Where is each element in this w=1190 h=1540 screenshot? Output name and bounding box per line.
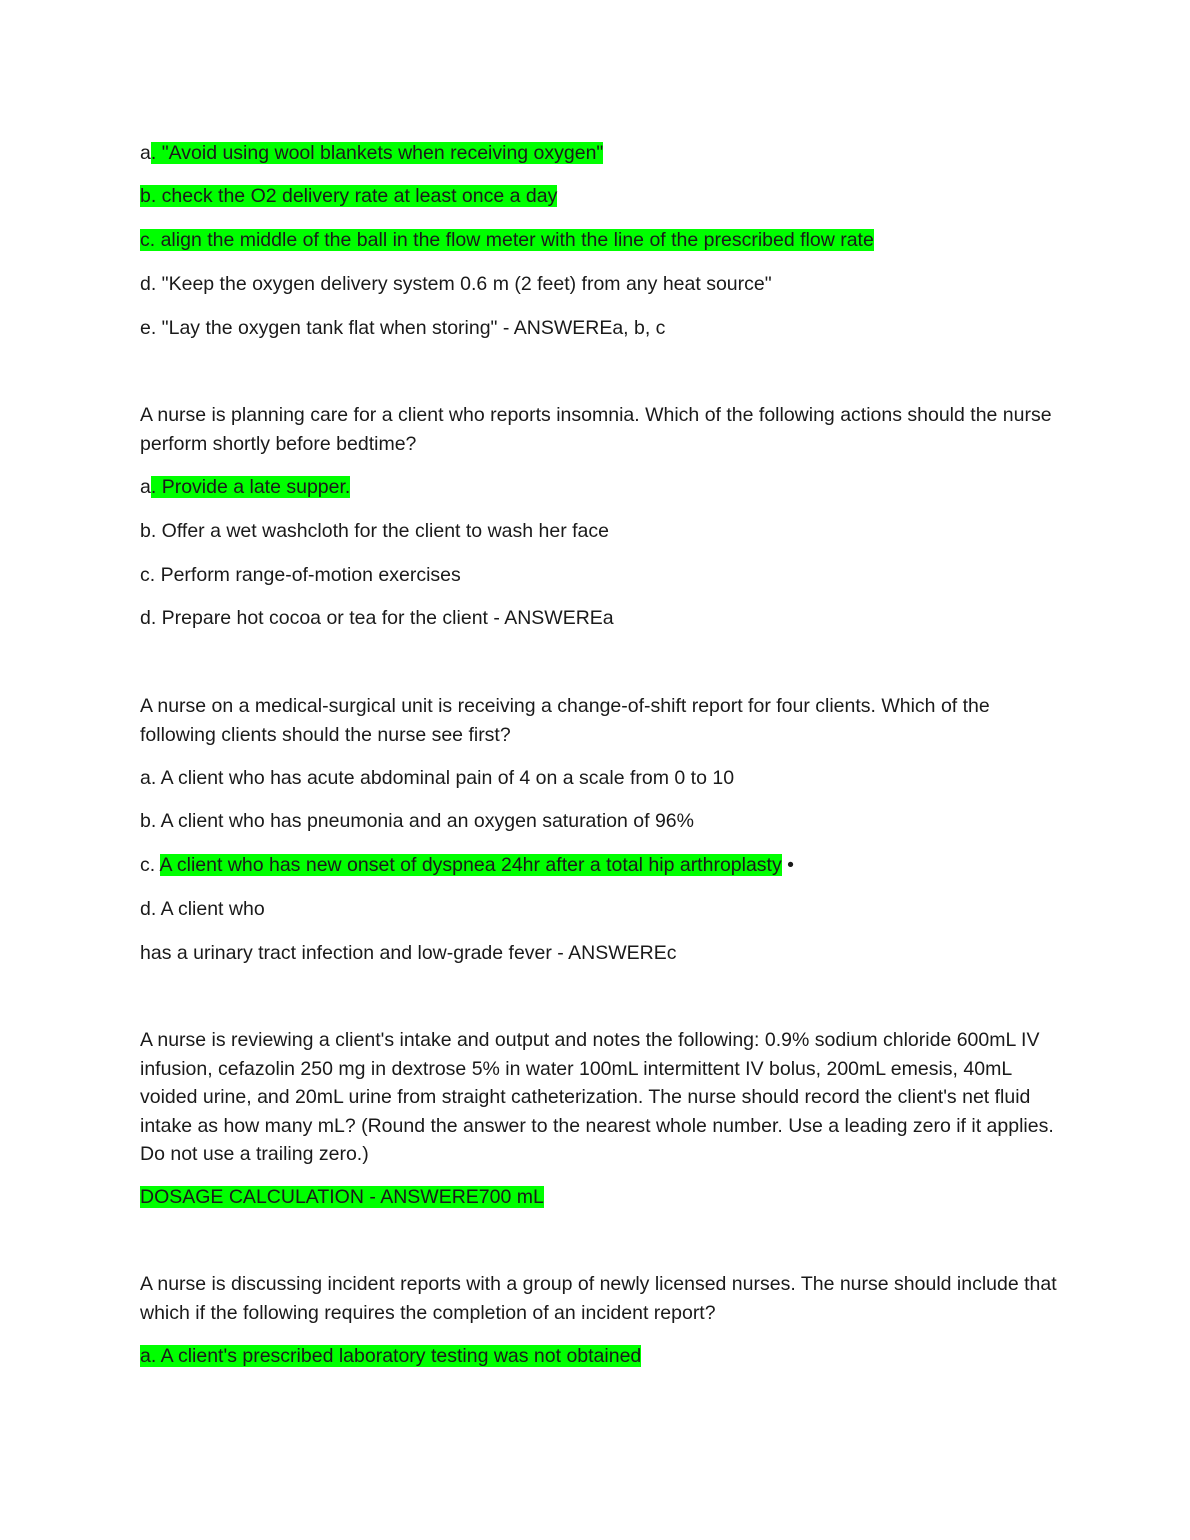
option-letter: c. — [140, 854, 160, 876]
question-3: A nurse on a medical-surgical unit is receiving a change-of-shift report for four clients. Which of the following clients should the nurse see first? — [140, 695, 990, 746]
option-5a — [140, 1342, 641, 1370]
question-5: A nurse is discussing incident reports with a group of newly licensed nurses. The nurse should include that which if the following requires the completion of an incident report? — [140, 1273, 1057, 1324]
option-3d-continued-answer: has a urinary tract infection and low-grade fever - ANSWEREc — [140, 942, 677, 964]
highlighted-text: a. A client's prescribed laboratory testing was not obtained — [140, 1345, 642, 1367]
option-1d: d. "Keep the oxygen delivery system 0.6 m (2 feet) from any heat source" — [140, 273, 772, 295]
option-1c — [140, 226, 874, 254]
question-2: A nurse is planning care for a client who reports insomnia. Which of the following actions should the nurse perform shortly before bedtime? — [140, 404, 1052, 455]
highlighted-text: c. align the middle of the ball in the flow meter with the line of the prescribed flow rate — [140, 229, 874, 251]
option-letter: a — [140, 476, 151, 498]
option-1a — [140, 139, 603, 167]
bullet-mark: • — [781, 854, 794, 876]
option-3d: d. A client who — [140, 898, 265, 920]
highlighted-text: . Provide a late supper. — [150, 476, 351, 498]
option-3a: a. A client who has acute abdominal pain of 4 on a scale from 0 to 10 — [140, 767, 735, 789]
option-2a — [140, 473, 350, 501]
highlighted-text: A client who has new onset of dyspnea 24hr after a total hip arthroplasty — [159, 854, 782, 876]
option-1b — [140, 182, 557, 210]
question-4: A nurse is reviewing a client's intake and output and notes the following: 0.9% sodium chloride 600mL IV infusion, cefazolin 250 mg in dextrose 5% in water 100mL intermittent IV bolus, 200mL emesis, 40mL voided urine, and 20mL urine from straight catheterization. The nurse should record the client's net fluid intake as how many mL? (Round the answer to the nearest whole number. Use a leading zero if it applies. Do not use a trailing zero.) — [140, 1029, 1054, 1165]
option-3c — [140, 851, 794, 879]
option-2b: b. Offer a wet washcloth for the client to wash her face — [140, 520, 609, 542]
option-3b: b. A client who has pneumonia and an oxygen saturation of 96% — [140, 810, 694, 832]
answer-4 — [140, 1183, 544, 1211]
option-2d-answer: d. Prepare hot cocoa or tea for the client - ANSWEREa — [140, 607, 614, 629]
highlighted-text: . "Avoid using wool blankets when receiving oxygen" — [150, 142, 604, 164]
option-1e-answer: e. "Lay the oxygen tank flat when storing" - ANSWEREa, b, c — [140, 317, 666, 339]
highlighted-text: b. check the O2 delivery rate at least once a day — [140, 185, 558, 207]
highlighted-text: DOSAGE CALCULATION - ANSWERE700 mL — [140, 1186, 544, 1208]
option-letter: a — [140, 142, 151, 164]
option-2c: c. Perform range-of-motion exercises — [140, 564, 461, 586]
